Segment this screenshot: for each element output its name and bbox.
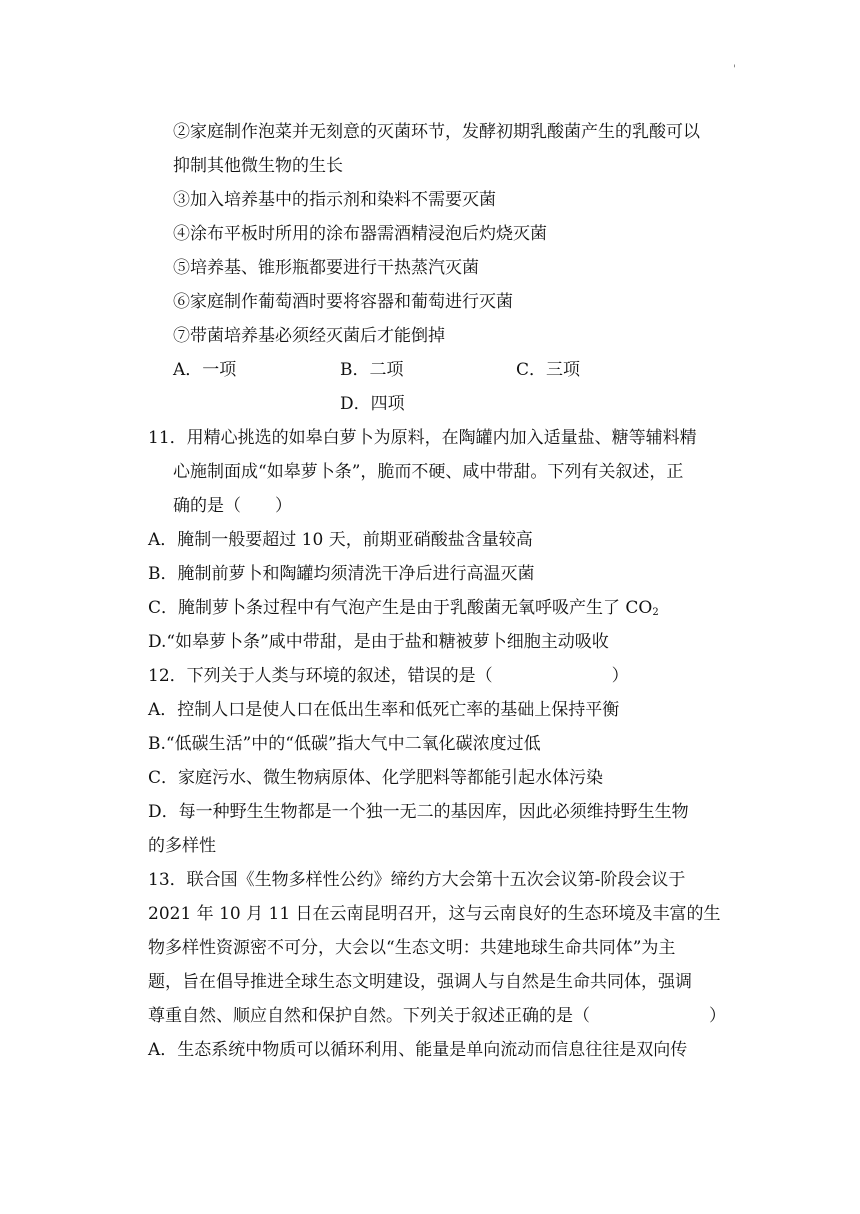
- q12-option-d-cont: 的多样性: [148, 836, 216, 856]
- q10-item-5: ⑤培养基、锥形瓶都要进行干热蒸汽灭菌: [173, 258, 479, 278]
- q11-stem-line-1: 11．用精心挑选的如皋白萝卜为原料，在陶罐内加入适量盐、糖等辅料精: [148, 428, 697, 448]
- q13-stem-line-1: 13．联合国《生物多样性公约》缔约方大会第十五次会议第-阶段会议于: [148, 870, 686, 890]
- q12-option-d: D．每一种野生生物都是一个独一无二的基因库，因此必须维持野生生物: [148, 802, 689, 822]
- q10-item-2-cont: 抑制其他微生物的生长: [173, 156, 343, 176]
- q10-item-3: ③加入培养基中的指示剂和染料不需要灭菌: [173, 190, 496, 210]
- q10-item-4: ④涂布平板时所用的涂布器需酒精浸泡后灼烧灭菌: [173, 224, 547, 244]
- q10-option-b: B．二项: [340, 360, 404, 380]
- q10-item-6: ⑥家庭制作葡萄酒时要将容器和葡萄进行灭菌: [173, 292, 513, 312]
- q12-option-a: A．控制人口是使人口在低出生率和低死亡率的基础上保持平衡: [148, 700, 620, 720]
- q13-stem-line-2: 2021 年 10 月 11 日在云南昆明召开，这与云南良好的生态环境及丰富的生: [148, 904, 721, 924]
- q10-option-c: C．三项: [516, 360, 581, 380]
- q12-option-c: C．家庭污水、微生物病原体、化学肥料等都能引起水体污染: [148, 768, 604, 788]
- corner-mark: ': [733, 64, 736, 75]
- q10-option-a: A．一项: [173, 360, 237, 380]
- q13-option-a: A．生态系统中物质可以循环利用、能量是单向流动而信息往往是双向传: [148, 1040, 688, 1060]
- q11-option-c-text: C．腌制萝卜条过程中有气泡产生是由于乳酸菌无氧呼吸产生了 CO: [148, 598, 653, 618]
- co2-subscript: 2: [652, 607, 659, 618]
- q12-stem: 12．下列关于人类与环境的叙述，错误的是（ ）: [148, 666, 629, 686]
- q11-stem-line-3: 确的是（ ）: [173, 496, 292, 516]
- q11-stem-line-2: 心施制面成“如皋萝卜条”，脆而不硬、咸中带甜。下列有关叙述，正: [173, 462, 684, 482]
- q13-stem-line-5: 尊重自然、顺应自然和保护自然。下列关于叙述正确的是（ ）: [148, 1006, 726, 1026]
- q13-stem-line-3: 物多样性资源密不可分，大会以“生态文明：共建地球生命共同体”为主: [148, 938, 676, 958]
- q10-item-7: ⑦带菌培养基必须经灭菌后才能倒掉: [173, 326, 445, 346]
- q11-option-a: A．腌制一般要超过 10 天，前期亚硝酸盐含量较高: [148, 530, 533, 550]
- q11-option-d: D.“如皋萝卜条”咸中带甜，是由于盐和糖被萝卜细胞主动吸收: [148, 632, 609, 652]
- q11-option-b: B．腌制前萝卜和陶罐均须清洗干净后进行高温灭菌: [148, 564, 535, 584]
- q11-option-c: [148, 597, 659, 624]
- q13-stem-line-4: 题，旨在倡导推进全球生态文明建设，强调人与自然是生命共同体，强调: [148, 972, 692, 992]
- q12-option-b: B.“低碳生活”中的“低碳”指大气中二氧化碳浓度过低: [148, 734, 541, 754]
- q10-item-2: ②家庭制作泡菜并无刻意的灭菌环节，发酵初期乳酸菌产生的乳酸可以: [173, 122, 700, 142]
- q10-option-d: D．四项: [340, 394, 405, 414]
